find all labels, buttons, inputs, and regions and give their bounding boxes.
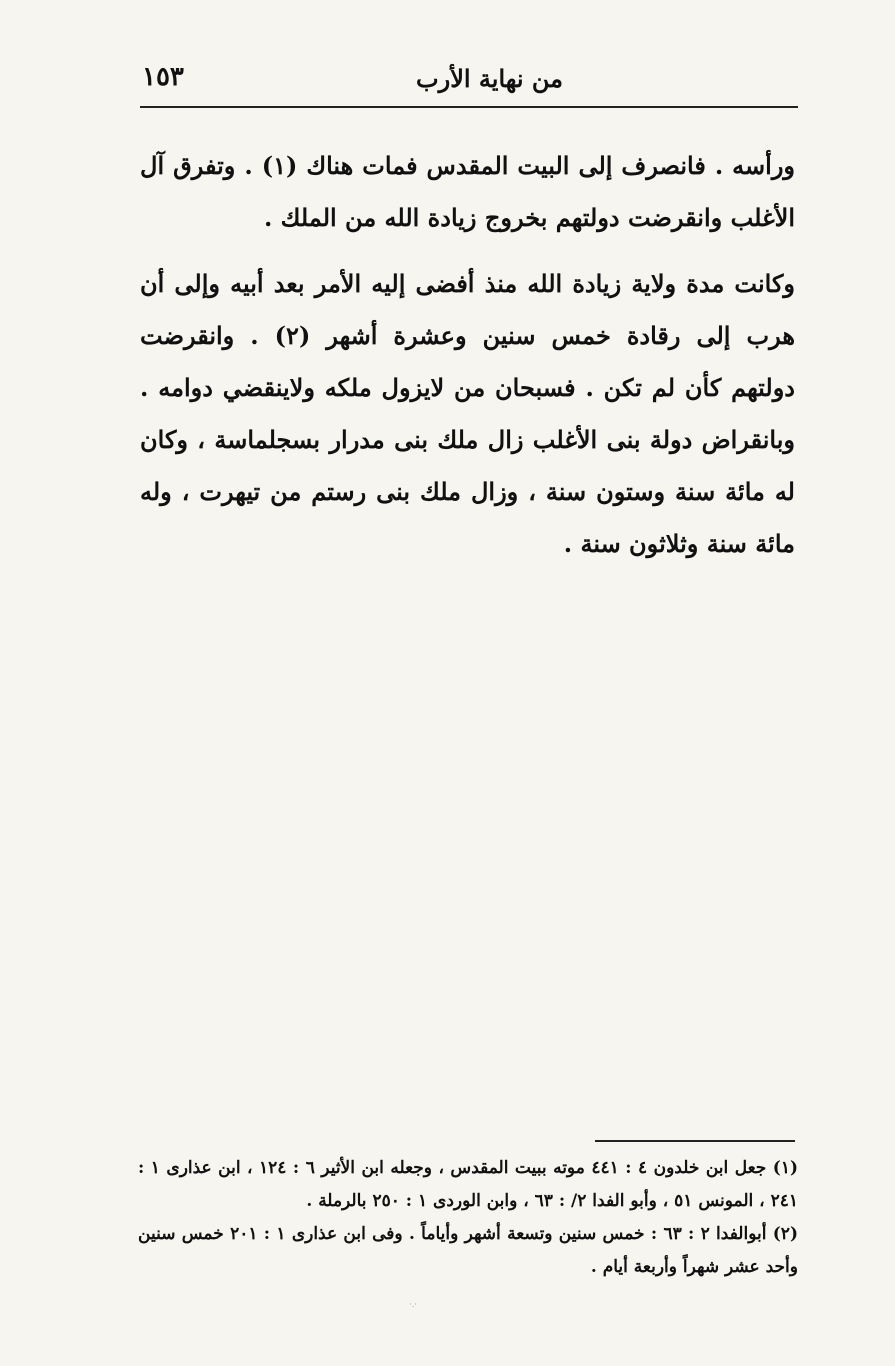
paragraph: ورأسه . فانصرف إلى البيت المقدس فمات هناك (١) . وتفرق آل الأغلب وانقرضت دولتهم بخروج زيادة الله من الملك . [140,151,796,232]
footnote-1: (١) جعل ابن خلدون ٤ : ٤٤١ موته ببيت المقدس ، وجعله ابن الأثير ٦ : ١٢٤ ، ابن عذارى ١ : ٢٤١ ، المونس ٥١ ، وأبو الفدا ٢/ : ٦٣ ، وابن الوردى ١ : ٢٥٠ بالرملة . [138,1158,798,1211]
page-header [138,62,798,102]
paragraph: وكانت مدة ولاية زيادة الله منذ أفضى إليه الأمر بعد أبيه وإلى أن هرب إلى رقادة خمس سنين وعشرة أشهر (٢) . وانقرضت دولتهم كأن لم تكن . فسبحان من لايزول ملكه ولاينقضي دوامه . وبانقراض دولة بنى الأغلب زال ملك بنى مدرار بسجلماسة ، وكان له مائة سنة وستون سنة ، وزال ملك بنى رستم من تيهرت ، وله مائة سنة وثلاثون سنة . [140,269,796,558]
running-title: من نهاية الأرب [416,64,563,93]
page-number: ١٥٣ [142,62,184,92]
footnote-rule [595,1140,795,1142]
header-rule [140,106,798,108]
footnote-2: (٢) أبوالفدا ٢ : ٦٣ : خمس سنين وتسعة أشهر وأياماً . وفى ابن عذارى ١ : ٢٠١ خمس سنين وأحد عشر شهراً وأربعة أيام . [138,1224,798,1277]
print-mark: ·.· [409,1300,417,1309]
main-text [140,140,795,578]
footnotes [138,1152,798,1284]
